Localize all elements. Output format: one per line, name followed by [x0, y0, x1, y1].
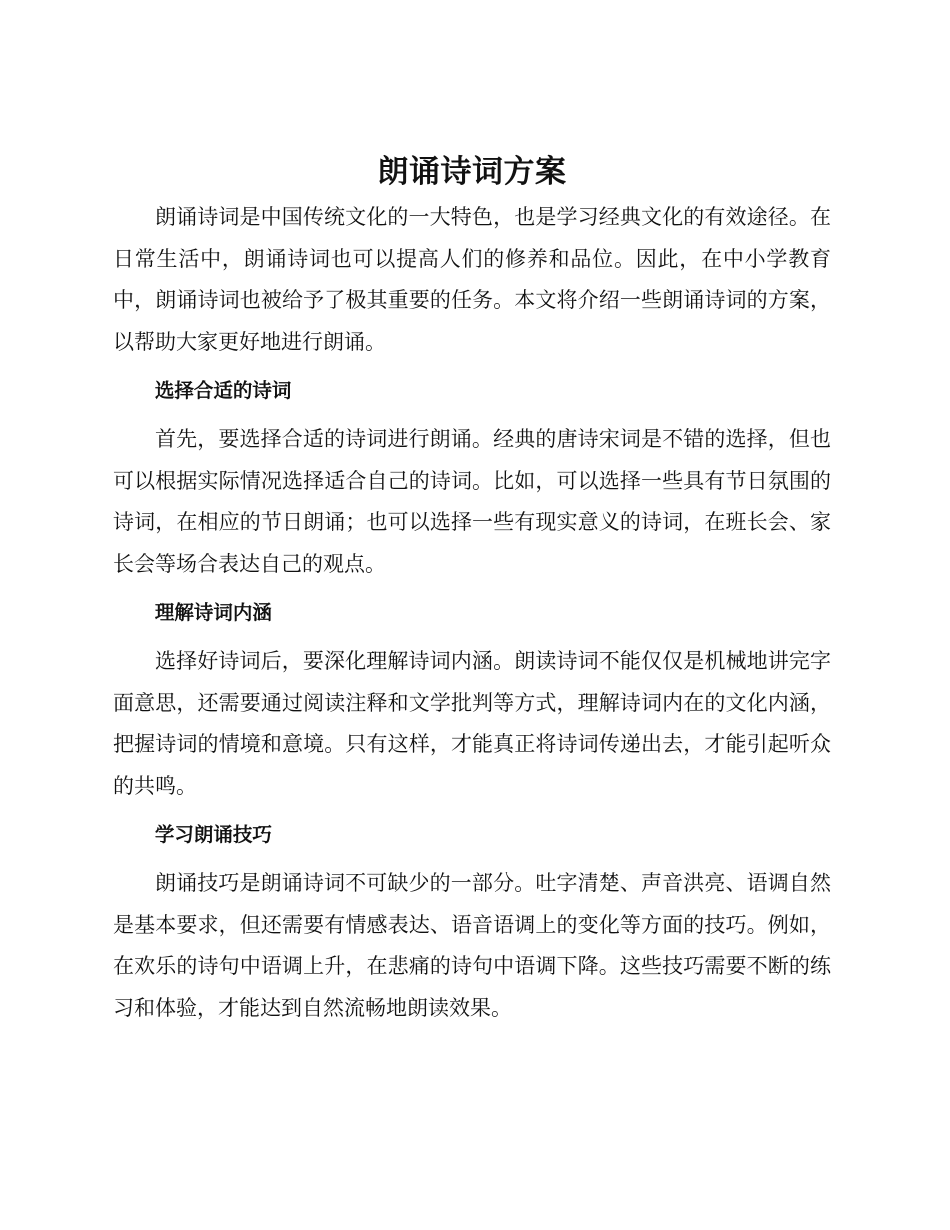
document-title: 朗诵诗词方案	[377, 154, 567, 190]
section-heading-choose-poem: 选择合适的诗词	[154, 379, 292, 402]
section-body-understand-meaning: 选择好诗词后，要深化理解诗词内涵。朗读诗词不能仅仅是机械地讲完字面意思，还需要通过阅读注释和文学批判等方式，理解诗词内在的文化内涵，把握诗词的情境和意境。只有这样，才能真正将诗词传递出去，才能引起听众的共鸣。	[113, 649, 831, 798]
section-body-recitation-skills: 朗诵技巧是朗诵诗词不可缺少的一部分。吐字清楚、声音洪亮、语调自然是基本要求，但还需要有情感表达、语音语调上的变化等方面的技巧。例如，在欢乐的诗句中语调上升，在悲痛的诗句中语调下降。这些技巧需要不断的练习和体验，才能达到自然流畅地朗读效果。	[113, 871, 831, 1020]
document-page	[113, 150, 831, 1029]
intro-paragraph: 朗诵诗词是中国传统文化的一大特色，也是学习经典文化的有效途径。在日常生活中，朗诵诗词也可以提高人们的修养和品位。因此，在中小学教育中，朗诵诗词也被给予了极其重要的任务。本文将介绍一些朗诵诗词的方案，以帮助大家更好地进行朗诵。	[113, 205, 831, 354]
section-heading-understand-meaning: 理解诗词内涵	[154, 601, 272, 624]
section-body-choose-poem: 首先，要选择合适的诗词进行朗诵。经典的唐诗宋词是不错的选择，但也可以根据实际情况选择适合自己的诗词。比如，可以选择一些具有节日氛围的诗词，在相应的节日朗诵；也可以选择一些有现实意义的诗词，在班长会、家长会等场合表达自己的观点。	[113, 427, 831, 576]
section-heading-recitation-skills: 学习朗诵技巧	[154, 823, 272, 846]
